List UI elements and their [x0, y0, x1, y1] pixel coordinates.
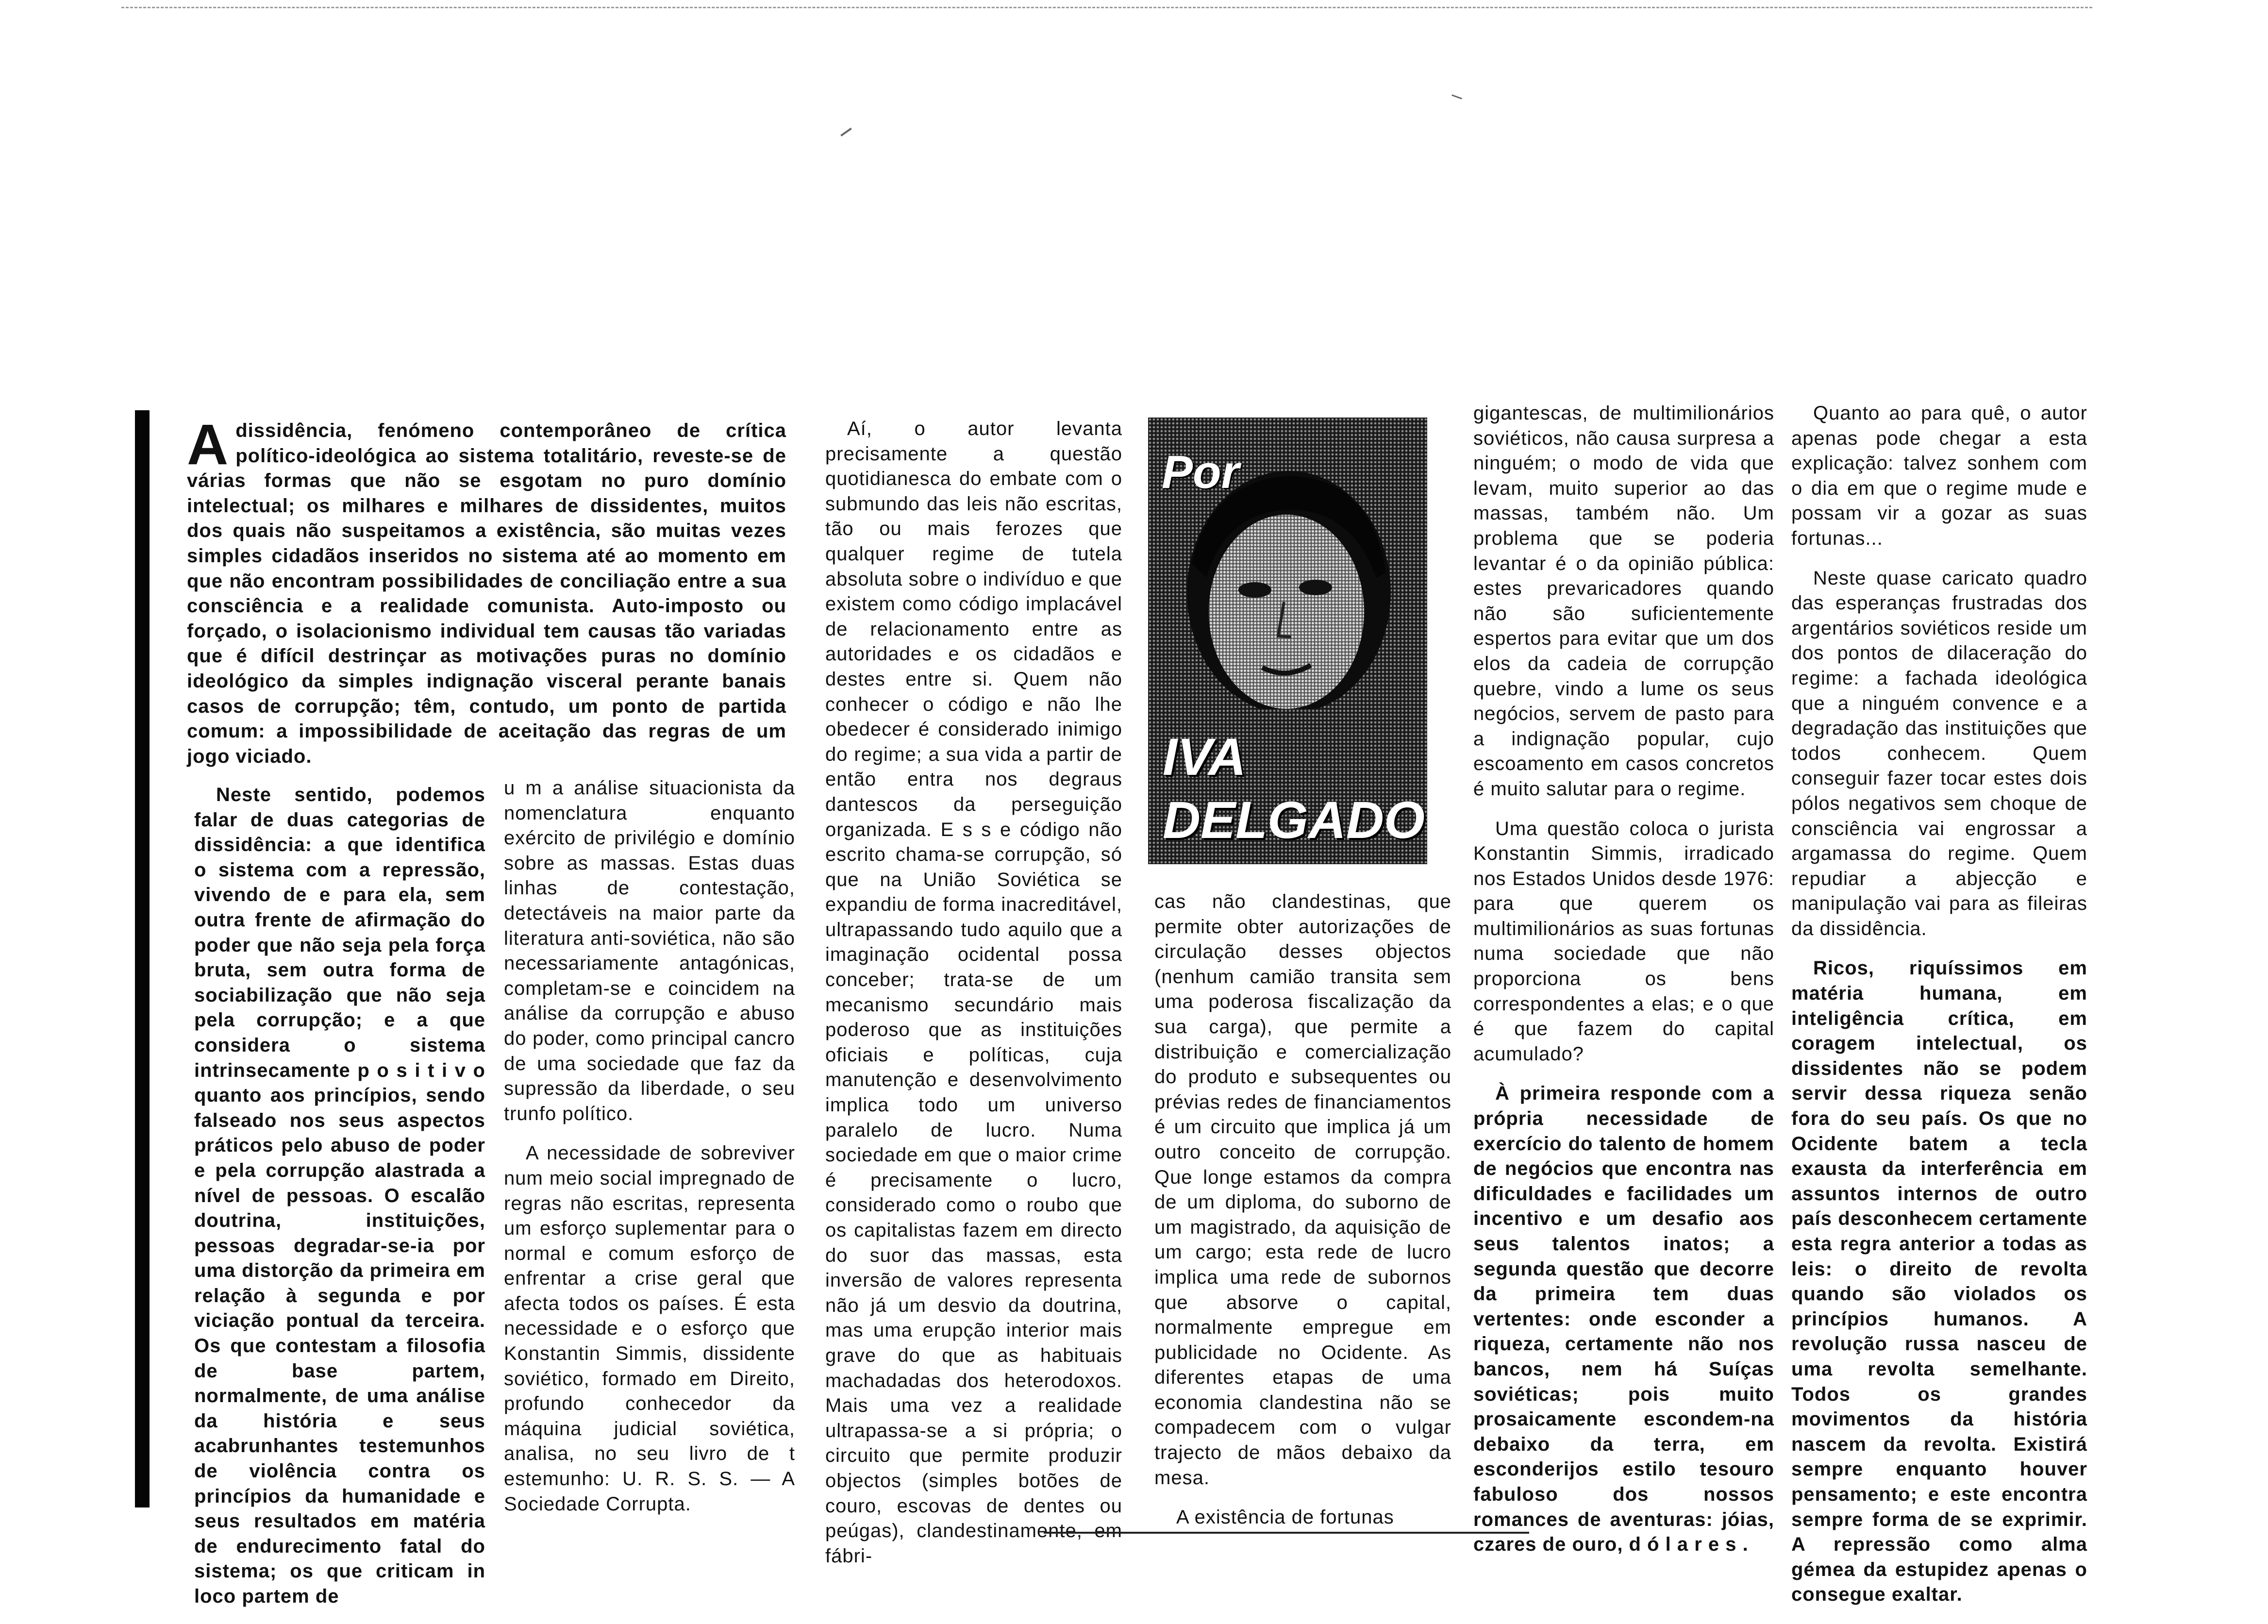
- paragraph: A necessidade de sobreviver num meio social impregnado de regras não escritas, representa um esforço suplementar para o normal e comum esforço de enfrentar a crise geral que afecta todos os países. É esta necessidade e o esforço que Konstantin Simmis, dissidente soviético, formado em Direito, profundo conhecedor da máquina judicial soviética, analisa, no seu livro de t estemunho: U. R. S. S. — A Sociedade Corrupta.: [504, 1142, 795, 1515]
- paragraph: u m a análise situacionista da nomenclatura enquanto exército de privilégio e domínio sobre as massas. Estas duas linhas de contestação, detectáveis na maior parte da literatura anti-soviética, não são necessariamente antagónicas, completam-se e coincidem na análise da corrupção e abuso do poder, como principal cancro de uma sociedade que faz da supressão da liberdade, o seu trunfo político.: [504, 777, 795, 1124]
- paragraph: Uma questão coloca o jurista Konstantin Simmis, irradicado nos Estados Unidos desde 1976: para que querem os multimilionários as suas fortunas numa sociedade que não proporciona os bens correspondentes a elas; e o que é que fazem do capital acumulado?: [1473, 818, 1774, 1065]
- article-column-2: [504, 776, 795, 1531]
- paragraph: Neste sentido, podemos falar de duas categorias de dissidência: a que identifica o sistema com a repressão, vivendo de e para ela, sem outra frente de afirmação do poder que não seja pela força bruta, sem outra forma de sociabilização que não seja pela corrupção; e a que considera o sistema intrinsecamente p o s i t i v o quanto aos princípios, sendo falseado nos seus aspectos práticos pelo abuso de poder e pela corrupção alastrada a nível de pessoas. O escalão doutrina, instituições, pessoas degradar-se-ia por uma distorção da primeira em relação à segunda e por viciação pontual da terceira. Os que contestam a filosofia de base partem, normalmente, de uma análise da história e seus acabrunhantes testemunhos de violência contra os princípios da humanidade e seus resultados em matéria de endurecimento fatal do sistema; os que criticam in loco partem de: [194, 784, 485, 1607]
- paragraph: À primeira responde com a própria necessidade de exercício do talento de homem de negócios que encontra nas dificuldades e facilidades um incentivo e um desafio aos seus talentos inatos; a segunda questão que decorre da primeira tem duas vertentes: onde esconder a riqueza, certamente não nos bancos, nem há Suíças soviéticas; pois muito prosaicamente escondem-na debaixo da terra, em esconderijos estilo tesouro fabuloso dos nossos romances de aventuras: jóias, czares de ouro, d ó l a r e s .: [1473, 1083, 1774, 1556]
- byline-prefix: Por: [1162, 446, 1240, 498]
- paragraph: cas não clandestinas, que permite obter autorizações de circulação desses objectos (nenhum camião transita sem uma poderosa fiscalização da sua carga), que permite a distribuição e comercialização do produto e subsequentes ou prévias redes de financiamentos é um circuito que implica já um outro conceito de corrupção. Que longe estamos da compra de um diploma, do suborno de um magistrado, da aquisição de um cargo; esta rede de lucro implica uma rede de subornos que absorve o capital, normalmente empregue em publicidade no Ocidente. As diferentes etapas de uma economia clandestina não se compadecem com o vulgar trajecto de mãos debaixo da mesa.: [1154, 891, 1451, 1489]
- intro-text: dissidência, fenómeno contemporâneo de crítica político-ideológica ao sistema totalitário, reveste-se de várias formas que não se esgotam no puro domínio intelectual; os milhares e milhares de dissidentes, muitos dos quais não suspeitamos a existência, são muitas vezes simples cidadãos inseridos no sistema até ao momento em que não encontram possibilidades de conciliação entre a sua consciência e a realidade comunista. Auto-imposto ou forçado, o isolacionismo individual tem causas tão variadas que é difícil destrinçar as motivações puras no domínio ideológico da simples indignação visceral perante banais casos de corrupção; têm, contudo, um ponto de partida comum: a impossibilidade de aceitação das regras de um jogo viciado.: [187, 420, 786, 767]
- drop-cap: A: [187, 413, 229, 477]
- paragraph: Aí, o autor levanta precisamente a questão quotidianesca do embate com o submundo das leis não escritas, tão ou mais ferozes que qualquer regime de tutela absoluta sobre o indivíduo e que existem como código implacável de relacionamento entre as autoridades e os cidadãos e destes entre si. Quem não conhecer o código e não lhe obedecer é considerado inimigo do regime; a sua vida a partir de então entra nos degraus dantescos da perseguição organizada. E s s e código não escrito chama-se corrupção, só que na União Soviética se expandiu de forma inacreditável, ultrapassando tudo aquilo que a imaginação ocidental possa conceber; trata-se de um mecanismo secundário mais poderoso que as instituições oficiais e políticas, cuja manutenção e desenvolvimento implica todo um universo paralelo de lucro. Numa sociedade em que o maior crime é precisamente o lucro, considerado como o roubo que os capitalistas fazem em directo do suor das massas, esta inversão de valores representa não já um desvio da doutrina, mas uma erupção interior mais grave do que as habituais machadadas dos heterodoxos. Mais uma vez a realidade ultrapassa-se a si própria; o circuito que permite produzir objectos (simples botões de couro, escovas de dentes ou peúgas), clandestinamente, em fábri-: [825, 418, 1122, 1567]
- article-column-1: [194, 783, 485, 1624]
- paragraph: Quanto ao para quê, o autor apenas pode chegar a esta explicação: talvez sonhem com o dia em que o regime mude e possam vir a gozar as suas fortunas...: [1791, 402, 2087, 549]
- paragraph: Ricos, riquíssimos em matéria humana, em inteligência crítica, em coragem intelectual, os dissidentes não se podem servir dessa riqueza senão fora do seu país. Os que no Ocidente batem a tecla exausta da interferência em assuntos internos de outro país desconhecem certamente esta regra anterior a todas as leis: o direito de revolta quando são violados os princípios humanos. A revolução russa nasceu de uma revolta semelhante. Todos os grandes movimentos da história nascem da revolta. Existirá sempre enquanto houver pensamento; e este encontra sempre forma de se exprimir. A repressão como alma gémea da estupidez apenas o consegue exaltar.: [1791, 957, 2087, 1606]
- author-photo-byline: [1148, 418, 1427, 864]
- paragraph: A existência de fortunas: [1176, 1507, 1394, 1528]
- paragraph: Neste quase caricato quadro das esperanças frustradas dos argentários soviéticos reside um dos pontos de dilaceração do regime: a fachada ideológica que a ninguém convence e a degradação das instituições que todos conhecem. Quem conseguir fazer tocar estes dois pólos negativos sem choque de consciência vai engrossar a argamassa do regime. Quem repudiar a abjecção e manipulação vai para as fileiras da dissidência.: [1791, 567, 2087, 939]
- scan-edge-line: [121, 7, 2092, 8]
- article-column-5: [1473, 401, 1774, 1572]
- article-column-3: [825, 417, 1122, 1583]
- scan-speck: [1451, 94, 1462, 99]
- article-intro: [187, 413, 786, 769]
- scan-speck: [840, 128, 852, 136]
- bottom-rule: [1044, 1532, 1529, 1534]
- byline-name-last: DELGADO: [1163, 790, 1425, 849]
- byline-name-first: IVA: [1163, 727, 1247, 786]
- article-column-6: [1791, 401, 2087, 1622]
- paragraph: gigantescas, de multimilionários soviéticos, não causa surpresa a ninguém; o modo de vida que levam, muito superior ao das massas, também não. Um problema que se poderia levantar é o da opinião pública: estes prevaricadores quando não são suficientemente espertos para evitar que um dos elos da cadeia de corrupção quebre, vindo a lume os seus negócios, servem de pasto para a indignação popular, cujo escoamento em casos concretos é muito salutar para o regime.: [1473, 402, 1774, 800]
- article-column-4: [1154, 889, 1451, 1545]
- column-rule-bar: [135, 410, 150, 1507]
